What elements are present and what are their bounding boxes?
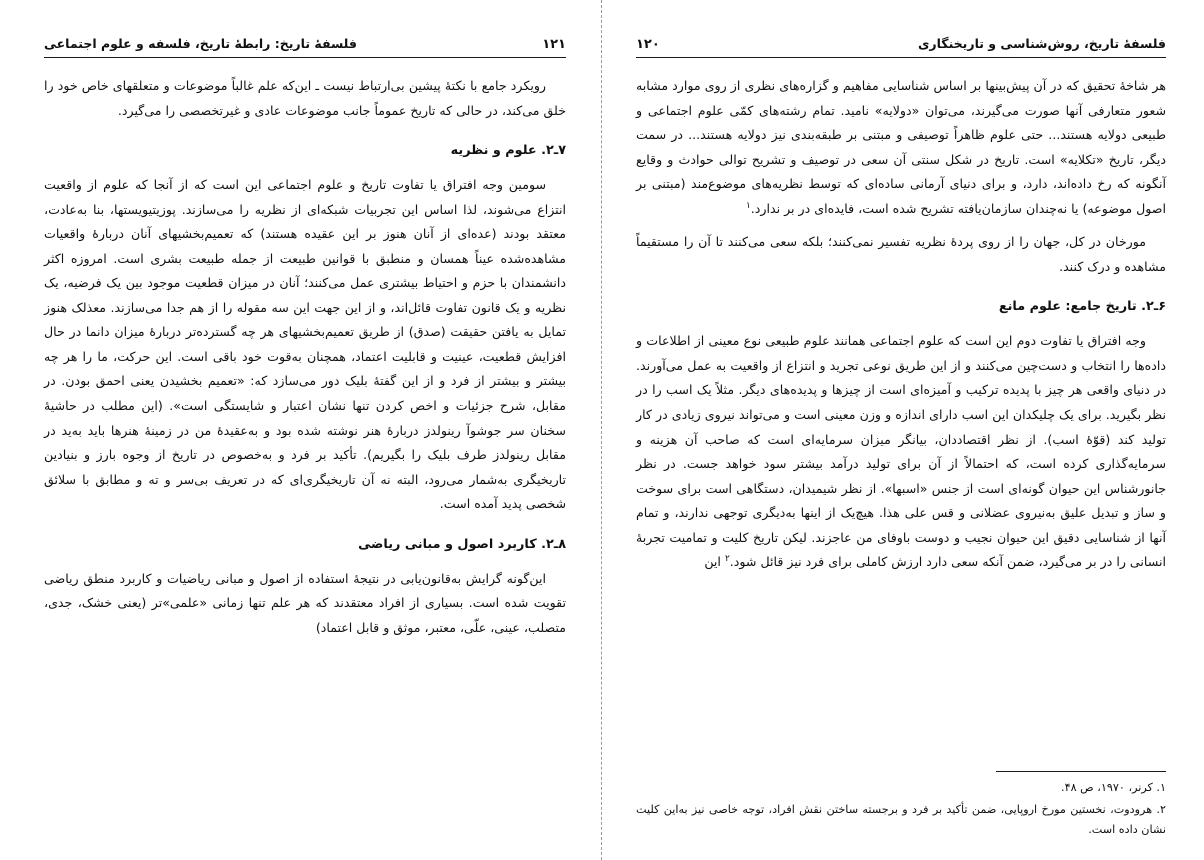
footnote-marker-1[interactable]: ۱ xyxy=(745,200,751,211)
folio-left: ۱۲۰ xyxy=(636,37,660,52)
section-heading-comprehensive-history: ۶ـ۲. تاریخ جامع: علوم مانع xyxy=(998,299,1166,315)
paragraph-text: هر شاخۀ تحقیق که در آن پیش‌بینها بر اساس شناسایی مفاهیم و گزاره‌های نظری از روی موارد مشابه شعور متعارفی آنها صورت می‌گیرند، می‌توان «دولایه» نامید. تمام رشته‌های کمّی علوم اجتماعی و طبیعی دولایه هستند... حتی علوم ظاهراً توصیفی و مبتنی بر طبقه‌بندی نیز دولایه هستند... در سمت دیگر، تاریخ «تکلایه» است. تاریخ در شکل سنتی آن سعی در توصیف و تشریح توالی حوادث و وقایع آنگونه که رخ داده‌اند، دارد، و برای دنیای آرمانی ساده‌ای که توسط نظریه‌های موضوع‌مند (مبتنی بر اصول موضوعه) یا نه‌چندان سازمان‌یافته تشریح شده است، فایده‌ای در بر ندارد. xyxy=(636,78,1166,216)
footnote-item: ۲. هرودوت، نخستین مورخ اروپایی، ضمن تأکید بر فرد و برجسته ساختن نقش افراد، توجه خاصی نیز به‌این کلیت نشان داده است. xyxy=(636,802,1166,836)
paragraph xyxy=(636,329,1166,574)
paragraph-text: وجه افتراق یا تفاوت دوم این است که علوم اجتماعی همانند علوم طبیعی نوع معینی از اطلاعات و داده‌ها را انتخاب و دست‌چین می‌کنند و از این طریق نوعی تجرید و انتزاع از واقعیت به عمل می‌آورند. در دنیای واقعی هر چیز با پدیده ترکیب و آمیزه‌ای است از چیزها و پدیده‌های دیگر. مثلاً یک اسب را در نظر بگیرید. برای یک چلیکدان این اسب دارای اندازه و وزن معینی است و می‌تواند نیروی زیادی در کار تولید کند (قوّۀ اسب). از نظر اقتصاددان، بیانگر میزان سرمایه‌ای است که صاحب آن هزینه و سرمایه‌گذاری کرده است، که احتمالاً از آن برای تولید درآمد بیشتر سود خواهد جست. در نظر جانورشناس این حیوان گونه‌ای است از جنس «اسبها». از نظر شیمیدان، دستگاهی است برای سوخت و ساز و تبدیل علیق به‌نیروی عضلانی و قس علی هذا. هیچ‌یک از اینها به‌دیگری توجهی ندارند، و تمام آنها از شناسایی دقیق این حیوان نجیب و دوست باوفای من عاجزند. لیکن تاریخ کلیت و تمامیت تجربۀ انسانی را در بر می‌گیرد، ضمن آنکه سعی دارد ارزش کاملی برای فرد نیز قائل شود. xyxy=(636,333,1166,570)
folio-right: ۱۲۱ xyxy=(542,37,566,52)
paragraph: سومین وجه افتراق یا تفاوت تاریخ و علوم اجتماعی این است که از آنجا که علوم از واقعیت انتزاع می‌شوند، لذا اساس این تجربیات شبکه‌ای از نظریه را می‌سازند. پوزیتیویستها، بنا به‌عادت، معتقد بودند (عده‌ای از آنان هنوز بر این عقیده هستند) که تعمیم‌بخشیهای آنان دربارۀ واقعیات مشاهده‌شده عیناً همسان و منطبق با قوانین طبیعت از جمله طبیعت بشری است. امروزه اکثر دانشمندان با حزم و احتیاط بیشتری عمل می‌کنند؛ آنان در میزان قطعیت موجود بین یک فرضیه، یک نظریه و یک قانون تفاوت قائل‌اند، و از این جهت این سه مقوله را از هم جدا می‌سازند. معذلک هنوز تمایل به یافتن حقیقت (صدق) از طریق تعمیم‌بخشیهای هر چه گسترده‌تر دربارۀ میزان دانما در حال افزایش قطعیت، عینیت و قابلیت اعتماد، همچنان به‌قوت خود باقی است. این حرکت، ما را هر چه بیشتر و بیشتر از فرد و از این گفتۀ بلیک دور می‌سازد که: «تعمیم بخشیدن یعنی احمق بودن. در مقابل، شرح جزئیات و اخص کردن تنها نشان اعتبار و شایستگی است». (این مطلب در حاشیۀ سخنان سر جوشوآ رینولدز دربارۀ هنر نوشته شده بود و به‌عقیدۀ من در زمینۀ هنرها باید به‌ید در مقابل رینولدز طرف بلیک را بگیریم). تأکید بر فرد و به‌خصوص در تاریخ از وجوه بارز و بنیادین تاریخیگری به‌شمار می‌رود، البته نه آن تاریخیگری‌ای که در تعریف بی‌سر و ته و مطابق با سلائق شخصی پدید آمده است. xyxy=(44,177,566,512)
running-head-title-left: فلسفۀ تاریخ، روش‌شناسی و تاریخنگاری xyxy=(917,36,1166,51)
footnote-marker-2[interactable]: ۲ xyxy=(724,554,730,565)
page-left xyxy=(602,0,1204,860)
running-head-title-right: فلسفۀ تاریخ: رابطۀ تاریخ، فلسفه و علوم اجتماعی xyxy=(44,36,357,51)
paragraph xyxy=(636,74,1166,221)
page-gutter-divider xyxy=(601,0,602,860)
body-text-left xyxy=(636,74,1166,575)
footnotes-left xyxy=(636,771,1166,842)
section-heading-theory: ۷ـ۲. علوم و نظریه xyxy=(450,143,566,159)
body-text-right xyxy=(44,74,566,640)
paragraph: مورخان در کل، جهان را از روی پردۀ نظریه تفسیر نمی‌کنند؛ بلکه سعی می‌کنند تا آن را مستقیماً مشاهده و درک کنند. xyxy=(636,234,1166,274)
section-heading-mathematics: ۸ـ۲. کاربرد اصول و مبانی ریاضی xyxy=(358,536,566,552)
running-head-left xyxy=(636,36,1166,58)
paragraph: این‌گونه گرایش به‌قانون‌یابی در نتیجۀ استفاده از اصول و مبانی ریاضیات و کاربرد منطق ریاضی تقویت شده است. بسیاری از افراد معتقدند که هر علم تنها زمانی «علمی»تر (یعنی خشک، جدی، متصلب، عینی، علّی، معتبر، موثق و قابل اعتماد) xyxy=(44,570,566,635)
footnote-separator-rule xyxy=(996,771,1166,772)
paragraph: رویکرد جامع با نکتۀ پیشین بی‌ارتباط نیست ـ این‌که علم غالباً موضوعات و متعلقهای خاص خود را خلق می‌کند، در حالی که تاریخ عموماً جانب موضوعات عادی و غیر‌تخصصی را می‌گیرد. xyxy=(44,78,566,118)
paragraph-tail: این xyxy=(704,554,721,570)
footnote-item: ۱. کرنر، ۱۹۷۰، ص ۴۸. xyxy=(1061,780,1166,794)
running-head-right xyxy=(44,36,566,58)
